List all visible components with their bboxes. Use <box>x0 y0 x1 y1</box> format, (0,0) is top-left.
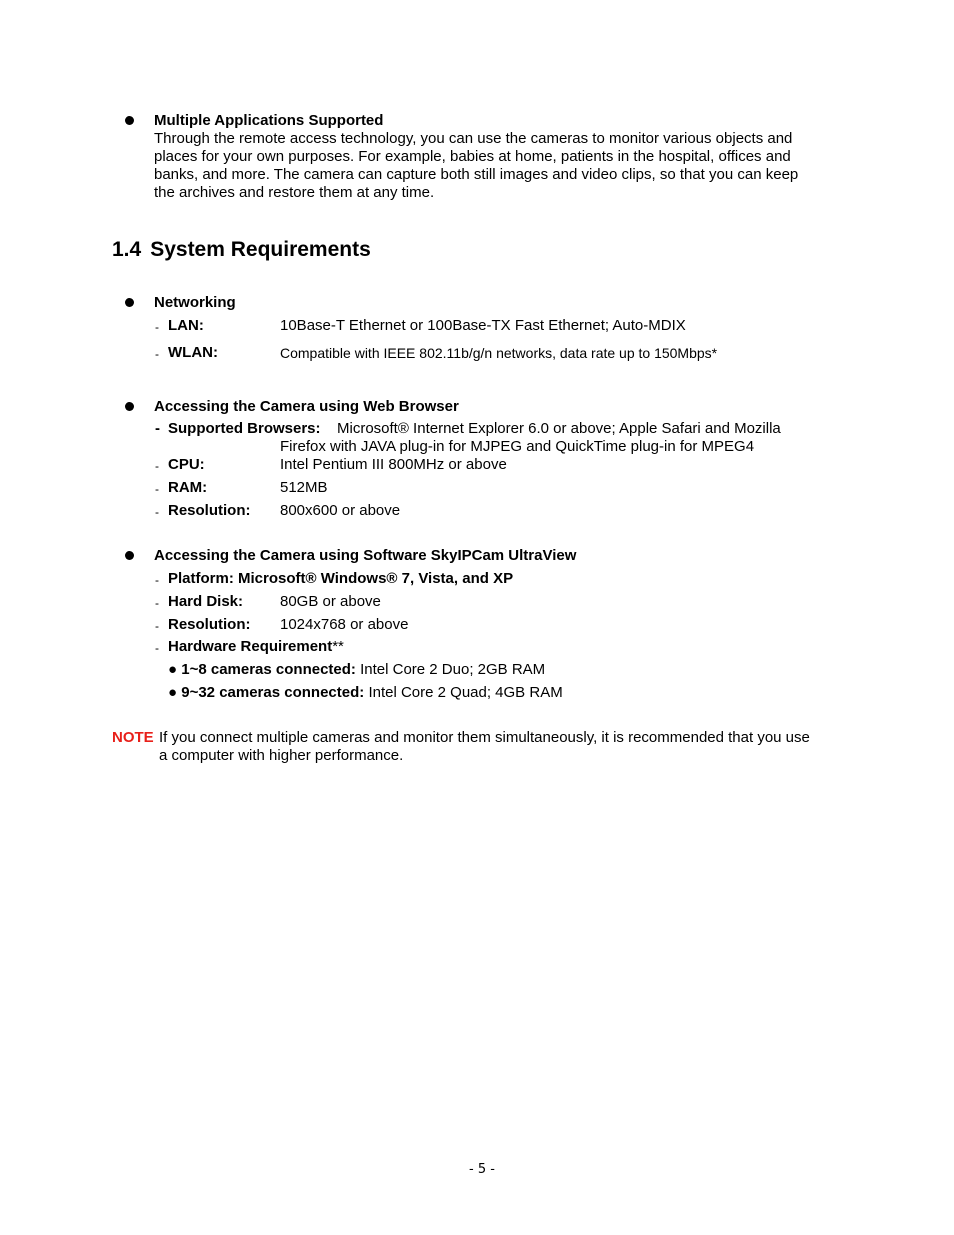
note-label: NOTE <box>112 729 154 746</box>
note-line1: If you connect multiple cameras and monitor them simultaneously, it is recommended that you use <box>159 729 810 746</box>
dash-icon: - <box>155 459 159 473</box>
intro-line: the archives and restore them at any time. <box>154 184 435 201</box>
intro-line: Through the remote access technology, you can use the cameras to monitor various objects and <box>154 130 793 147</box>
dash-icon: - <box>155 641 159 655</box>
software-resolution-value: 1024x768 or above <box>280 616 409 633</box>
intro-line: banks, and more. The camera can capture both still images and video clips, so that you can keep <box>154 166 799 183</box>
note-line2: a computer with higher performance. <box>159 747 404 764</box>
cams-9-32-value: Intel Core 2 Quad; 4GB RAM <box>368 684 563 701</box>
browsers-label: Supported Browsers: <box>168 420 321 437</box>
page-number: - 5 - <box>469 1162 495 1177</box>
software-resolution-label: Resolution: <box>168 616 251 633</box>
dash-icon: - <box>155 320 159 334</box>
dash-icon: - <box>155 420 160 437</box>
wlan-value: Compatible with IEEE 802.11b/g/n networks, data rate up to 150Mbps* <box>280 345 718 361</box>
dash-icon: - <box>155 596 159 610</box>
lan-value: 10Base-T Ethernet or 100Base-TX Fast Ethernet; Auto-MDIX <box>280 317 686 334</box>
intro-paragraph <box>154 130 854 202</box>
intro-heading: Multiple Applications Supported <box>154 112 384 129</box>
cpu-label: CPU: <box>168 456 205 473</box>
bullet-icon: ● <box>168 684 178 701</box>
web-resolution-label: Resolution: <box>168 502 251 519</box>
cams-9-32-label: 9~32 cameras connected: <box>181 684 365 701</box>
cams-1-8-label: 1~8 cameras connected: <box>181 661 356 678</box>
bullet-icon <box>125 551 134 560</box>
section-number: 1.4 <box>112 238 142 261</box>
section-title: System Requirements <box>150 238 371 261</box>
harddisk-value: 80GB or above <box>280 593 381 610</box>
wlan-label: WLAN: <box>168 344 218 361</box>
browsers-value-line1: Microsoft® Internet Explorer 6.0 or above; Apple Safari and Mozilla <box>337 420 781 437</box>
harddisk-label: Hard Disk: <box>168 593 244 610</box>
hardware-label: Hardware Requirement <box>168 638 333 655</box>
hardware-suffix: ** <box>332 638 344 655</box>
bullet-icon <box>125 402 134 411</box>
web-resolution-value: 800x600 or above <box>280 502 401 519</box>
bullet-icon <box>125 116 134 125</box>
lan-label: LAN: <box>168 317 204 334</box>
dash-icon: - <box>155 619 159 633</box>
dash-icon: - <box>155 573 159 587</box>
browsers-value-line2: Firefox with JAVA plug-in for MJPEG and QuickTime plug-in for MPEG4 <box>280 438 755 455</box>
platform-text: Platform: Microsoft® Windows® 7, Vista, and XP <box>168 570 514 587</box>
cams-9-32-item <box>168 684 563 701</box>
ram-label: RAM: <box>168 479 208 496</box>
cpu-value: Intel Pentium III 800MHz or above <box>280 456 507 473</box>
web-heading: Accessing the Camera using Web Browser <box>154 398 459 415</box>
section-heading <box>112 238 371 262</box>
software-heading: Accessing the Camera using Software SkyIPCam UltraView <box>154 547 577 564</box>
bullet-icon <box>125 298 134 307</box>
dash-icon: - <box>155 505 159 519</box>
bullet-icon: ● <box>168 661 178 678</box>
hardware-requirement <box>168 638 344 655</box>
networking-heading: Networking <box>154 294 236 311</box>
dash-icon: - <box>155 482 159 496</box>
intro-line: places for your own purposes. For example, babies at home, patients in the hospital, offices and <box>154 148 791 165</box>
cams-1-8-value: Intel Core 2 Duo; 2GB RAM <box>360 661 546 678</box>
ram-value: 512MB <box>280 479 328 496</box>
cams-1-8-item <box>168 661 545 678</box>
dash-icon: - <box>155 347 159 361</box>
